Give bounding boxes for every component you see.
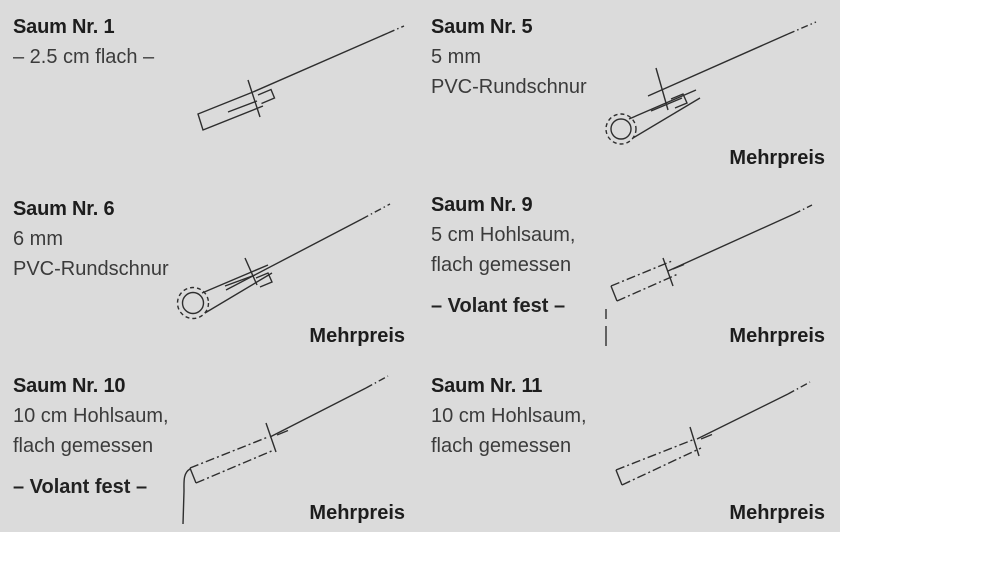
stitch-mark [690,427,699,456]
seam-description: 10 cm Hohlsaum, [431,405,587,427]
seam-title: Saum Nr. 11 [431,375,543,397]
surcharge-label: Mehrpreis [309,502,405,524]
seam-description: flach gemessen [431,254,572,276]
stitch-mark [248,80,260,117]
seam-description: flach gemessen [431,435,572,457]
surcharge-label: Mehrpreis [729,502,825,524]
fabric-line [253,33,388,92]
fabric-line [648,34,788,96]
fabric-line-tail [362,204,390,219]
seam-description: – 2.5 cm flach – [13,46,155,68]
fabric-line [270,388,366,437]
stitch-step [671,94,687,108]
seam-description: 5 mm [431,46,481,68]
seam-title: Saum Nr. 6 [13,198,115,220]
surcharge-label: Mehrpreis [309,325,405,347]
surcharge-label: Mehrpreis [729,325,825,347]
stitch-mark [266,423,276,452]
stitch-step [701,435,712,440]
hem-bottom-line [205,273,272,313]
seam-description: PVC-Rundschnur [13,258,169,280]
seam-description: 5 cm Hohlsaum, [431,224,576,246]
panel-text [13,194,169,284]
hem-end-cap [190,468,196,483]
cord-circle [611,119,631,139]
panel-saum-11 [420,355,840,532]
hem-outline [198,92,263,130]
panel-text [431,190,576,321]
panel-saum-10 [0,355,420,532]
hem-bottom-line [622,448,701,485]
stitch-step [256,273,272,287]
panel-text [13,371,169,502]
seam-description: 6 mm [13,228,63,250]
volant-line [183,469,190,524]
cord-circle [183,293,204,314]
panel-text [13,12,154,72]
fabric-line [668,214,794,271]
seam-description: flach gemessen [13,435,154,457]
seam-title: Saum Nr. 1 [13,16,115,38]
volant-fixed-label: – Volant fest – [431,295,566,317]
seam-description: 10 cm Hohlsaum, [13,405,169,427]
hem-end-cap [616,470,622,485]
stitch-mark [245,258,257,285]
panel-text [431,12,587,102]
cord-dashed-circle [178,288,209,319]
seam-title: Saum Nr. 10 [13,375,126,397]
fabric-line [697,394,788,439]
hem-bottom-line [617,274,678,301]
hem-inner-line [225,275,255,286]
seam-description: PVC-Rundschnur [431,76,587,98]
stitch-mark [656,68,668,110]
fabric-line-tail [794,205,812,214]
stitch-step [258,90,275,104]
stitch-step [673,265,684,270]
hem-inner-line [651,98,682,111]
hem-top-line [611,261,672,286]
panel-saum-6 [0,178,420,355]
hem-top-line [202,265,268,293]
surcharge-label: Mehrpreis [729,147,825,169]
fabric-line-tail [788,22,816,34]
hem-end-cap [611,286,617,301]
hem-inner-line [228,101,257,112]
panel-text [431,371,587,461]
panel-saum-5 [420,0,840,178]
panel-saum-9 [420,178,840,355]
hem-top-line [616,439,695,470]
hem-top-line [629,90,696,119]
panel-saum-1 [0,0,420,178]
cord-dashed-circle [606,114,636,144]
fabric-line-tail [388,26,404,33]
stitch-mark [663,258,673,286]
fabric-line-tail [366,376,388,388]
seam-title: Saum Nr. 9 [431,194,533,216]
seam-title: Saum Nr. 5 [431,16,533,38]
fabric-line-tail [788,382,810,394]
volant-fixed-label: – Volant fest – [13,476,148,498]
hem-top-line [190,437,268,468]
hem-bottom-line [633,98,700,138]
stitch-step [277,431,288,436]
hem-bottom-line [196,450,274,483]
fabric-line [226,219,362,290]
